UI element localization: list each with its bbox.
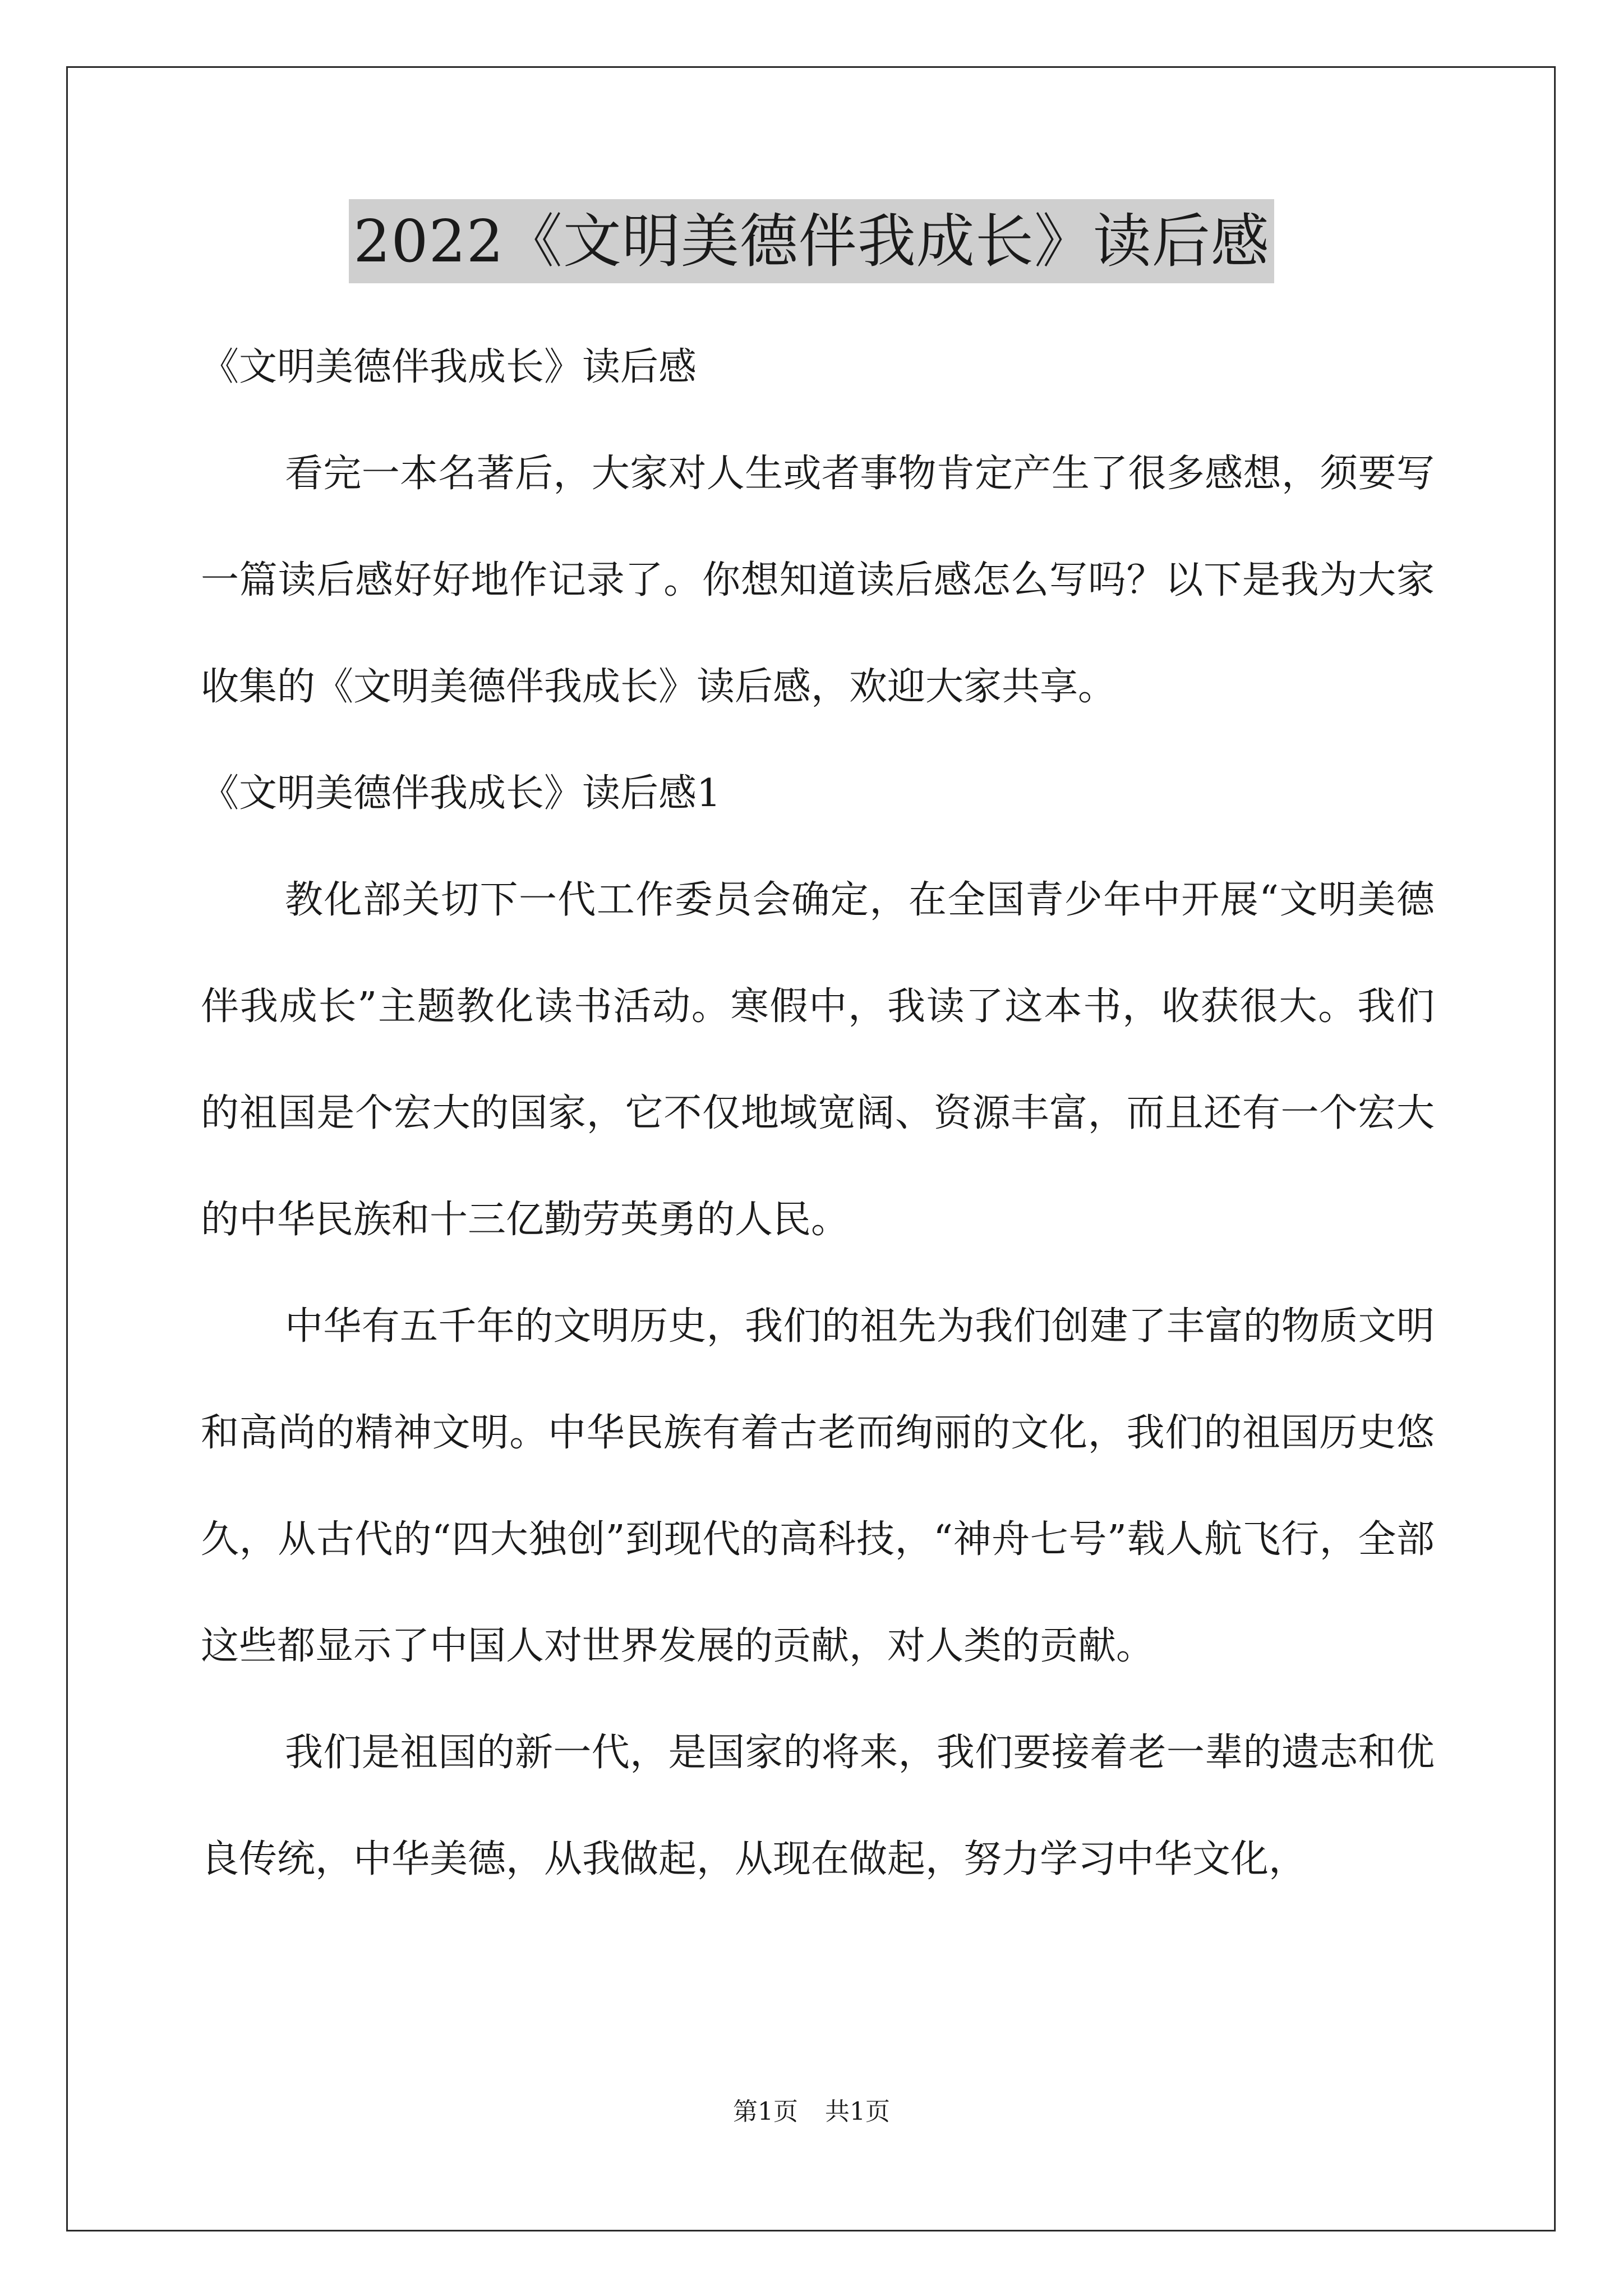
page-number: 第1页 bbox=[733, 2097, 798, 2126]
body-paragraph: 我们是祖国的新一代，是国家的将来，我们要接着老一辈的遗志和优良传统，中华美德，从我做起，从现在做起，努力学习中华文化， bbox=[201, 1731, 1435, 1881]
title-container bbox=[0, 199, 1623, 283]
body-paragraph: 教化部关切下一代工作委员会确定，在全国青少年中开展“文明美德伴我成长”主题教化读书活动。寒假中，我读了这本书，收获很大。我们的祖国是个宏大的国家，它不仅地域宽阔、资源丰富，而且还有一个宏大的中华民族和十三亿勤劳英勇的人民。 bbox=[201, 878, 1435, 1242]
section-heading: 《文明美德伴我成长》读后感1 bbox=[201, 771, 721, 816]
page-footer bbox=[0, 2095, 1623, 2129]
document-body bbox=[201, 314, 1435, 1913]
section-heading: 《文明美德伴我成长》读后感 bbox=[201, 345, 697, 389]
document-title: 2022《文明美德伴我成长》读后感 bbox=[349, 199, 1274, 283]
body-paragraph: 中华有五千年的文明历史，我们的祖先为我们创建了丰富的物质文明和高尚的精神文明。中华民族有着古老而绚丽的文化，我们的祖国历史悠久，从古代的“四大独创”到现代的高科技，“神舟七号”载人航飞行，全部这些都显示了中国人对世界发展的贡献，对人类的贡献。 bbox=[201, 1304, 1435, 1668]
page-total: 共1页 bbox=[825, 2097, 890, 2126]
body-paragraph: 看完一本名著后，大家对人生或者事物肯定产生了很多感想，须要写一篇读后感好好地作记录了。你想知道读后感怎么写吗？以下是我为大家收集的《文明美德伴我成长》读后感，欢迎大家共享。 bbox=[201, 452, 1435, 709]
